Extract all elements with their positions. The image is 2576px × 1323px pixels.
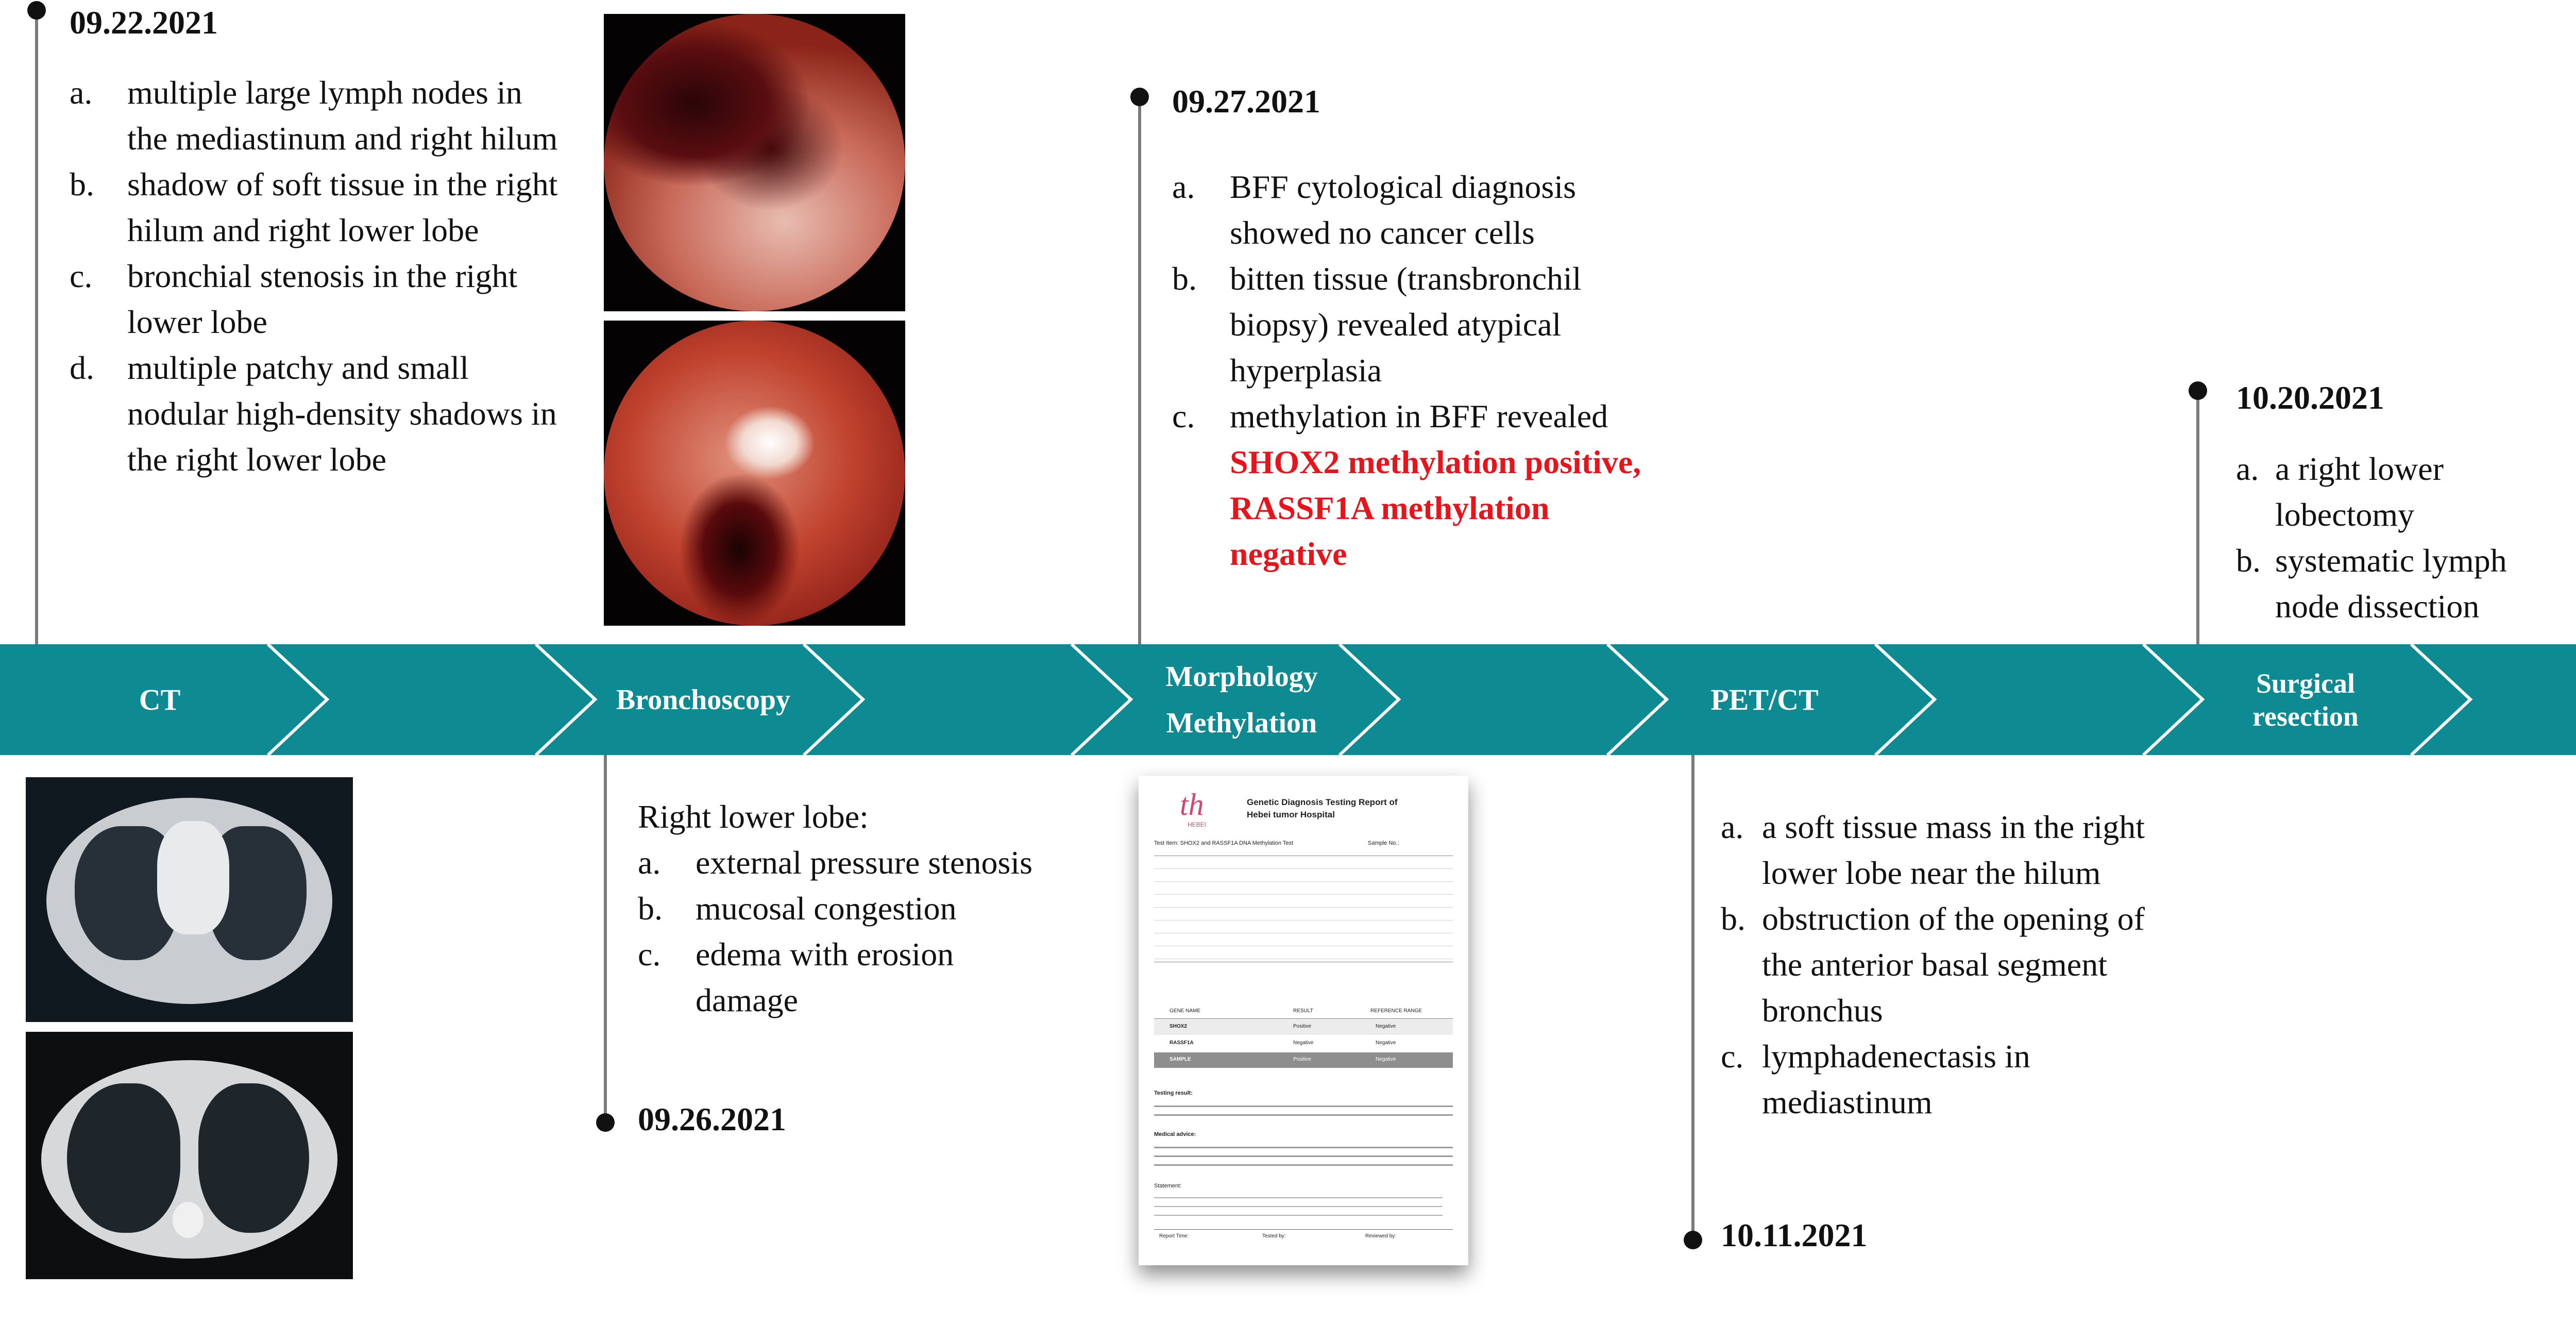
list-item: b. bitten tissue (transbronchil biopsy) revealed atypical hyperplasia <box>1172 260 1582 389</box>
report-testing-result-label: Testing result: <box>1154 1090 1193 1096</box>
list-item: b. obstruction of the opening of the anterior basal segment bronchus <box>1721 900 2145 1029</box>
morphology-findings <box>1172 164 1662 577</box>
report-footer-time: Report Time: <box>1159 1233 1189 1239</box>
ct-findings <box>70 70 564 482</box>
report-medical-advice-text <box>1154 1143 1453 1168</box>
table-cell: Positive <box>1293 1024 1312 1029</box>
table-cell: Negative <box>1376 1057 1396 1062</box>
report-info-block <box>1154 856 1453 962</box>
ct-mediastinum <box>157 821 229 934</box>
table-cell: Negative <box>1376 1040 1396 1046</box>
date-surgical: 10.20.2021 <box>2236 379 2384 416</box>
date-ct: 09.22.2021 <box>70 4 218 41</box>
bronchoscopy-photo-1 <box>604 14 905 311</box>
table-cell: Positive <box>1293 1057 1312 1062</box>
timeline-connector-bronchoscopy <box>604 755 607 1124</box>
list-item: c. lymphadenectasis in mediastinum <box>1721 1038 2030 1120</box>
report-footer-tested: Tested by: <box>1262 1233 1286 1239</box>
list-item: c. edema with erosion damage <box>638 936 954 1018</box>
report-testing-result-text <box>1154 1101 1453 1119</box>
bronchoscopy-photo-2 <box>604 321 905 626</box>
list-item: b. mucosal congestion <box>638 890 957 927</box>
stage-label-ct: CT <box>139 683 181 716</box>
list-item: a. BFF cytological diagnosis showed no cancer cells <box>1172 169 1576 251</box>
table-header-result: RESULT <box>1293 1008 1313 1014</box>
timeline-dot-surgical <box>2189 381 2207 400</box>
ct-spine <box>173 1202 204 1238</box>
petct-findings <box>1721 804 2174 1125</box>
list-item: a. multiple large lymph nodes in the mediastinum and right hilum <box>70 74 558 157</box>
date-morphology: 09.27.2021 <box>1172 83 1320 120</box>
report-sample-no: Sample No.: <box>1368 840 1399 846</box>
report-title-line1: Genetic Diagnosis Testing Report of <box>1247 797 1398 807</box>
methylation-result-highlight: SHOX2 methylation positive, RASSF1A methylation negative <box>1230 444 1641 572</box>
table-cell: RASSF1A <box>1170 1040 1194 1046</box>
report-medical-advice-label: Medical advice: <box>1154 1131 1196 1137</box>
list-item: b. shadow of soft tissue in the right hilum and right lower lobe <box>70 166 558 248</box>
ct-scan-image-1 <box>26 777 353 1022</box>
list-item: b. systematic lymph node dissection <box>2236 542 2507 625</box>
endoscope-vignette <box>604 321 905 626</box>
ct-lung-left <box>67 1083 180 1233</box>
bronchoscopy-heading: Right lower lobe: <box>638 798 869 835</box>
timeline-dot-ct <box>27 1 46 20</box>
table-header-reference: REFERENCE RANGE <box>1370 1008 1422 1014</box>
table-row <box>1154 1019 1453 1035</box>
table-cell: Negative <box>1293 1040 1314 1046</box>
list-item: c. bronchial stenosis in the right lower lobe <box>70 258 518 340</box>
report-logo-sub: HEBEI <box>1188 821 1207 828</box>
stage-label-petct: PET/CT <box>1710 683 1819 716</box>
list-item: c. methylation in BFF revealed SHOX2 methylation positive, RASSF1A methylation negative <box>1172 398 1641 572</box>
date-bronchoscopy: 09.26.2021 <box>638 1101 786 1137</box>
timeline-dot-petct <box>1684 1231 1702 1249</box>
timeline-connector-morphology <box>1138 103 1141 644</box>
table-row <box>1154 1036 1453 1051</box>
timeline-dot-bronchoscopy <box>596 1113 615 1132</box>
list-item: a. external pressure stenosis <box>638 844 1033 881</box>
timeline-connector-ct <box>35 10 38 644</box>
endoscope-vignette <box>604 14 905 311</box>
timeline-connector-petct <box>1691 755 1694 1237</box>
surgical-findings <box>2236 446 2571 629</box>
report-test-item: Test Item: SHOX2 and RASSF1A DNA Methylation Test <box>1154 840 1294 846</box>
ct-lung-right <box>198 1083 309 1233</box>
bronchoscopy-findings <box>638 794 1060 1023</box>
stage-label-bronchoscopy: Bronchoscopy <box>616 683 791 716</box>
report-footer-reviewed: Reviewed by: <box>1365 1233 1397 1239</box>
table-cell: SAMPLE <box>1170 1057 1191 1062</box>
report-title-line2: Hebei tumor Hospital <box>1247 810 1335 819</box>
table-cell: Negative <box>1376 1024 1396 1029</box>
genetic-report-document <box>1139 776 1468 1265</box>
list-item: d. multiple patchy and small nodular high-density shadows in the right lower lobe <box>70 349 557 478</box>
table-header-gene: GENE NAME <box>1170 1008 1201 1014</box>
list-item: a. a right lower lobectomy <box>2236 450 2444 533</box>
list-item: a. a soft tissue mass in the right lower lobe near the hilum <box>1721 809 2145 891</box>
report-result-table <box>1154 1005 1453 1069</box>
ct-scan-image-2 <box>26 1032 353 1279</box>
report-footer-rule <box>1154 1229 1453 1230</box>
timeline-dot-morphology <box>1130 88 1149 106</box>
table-row <box>1154 1052 1453 1068</box>
timeline-connector-surgical <box>2196 397 2199 644</box>
table-cell: SHOX2 <box>1170 1024 1187 1029</box>
report-statement-label: Statement: <box>1154 1183 1182 1189</box>
stage-label-morphology-methylation: Morphology Methylation <box>1165 660 1318 739</box>
report-logo: th <box>1180 788 1204 822</box>
report-statement-text <box>1154 1193 1443 1219</box>
stage-label-surgical-resection: Surgical resection <box>2252 667 2359 732</box>
date-petct: 10.11.2021 <box>1721 1217 1868 1253</box>
